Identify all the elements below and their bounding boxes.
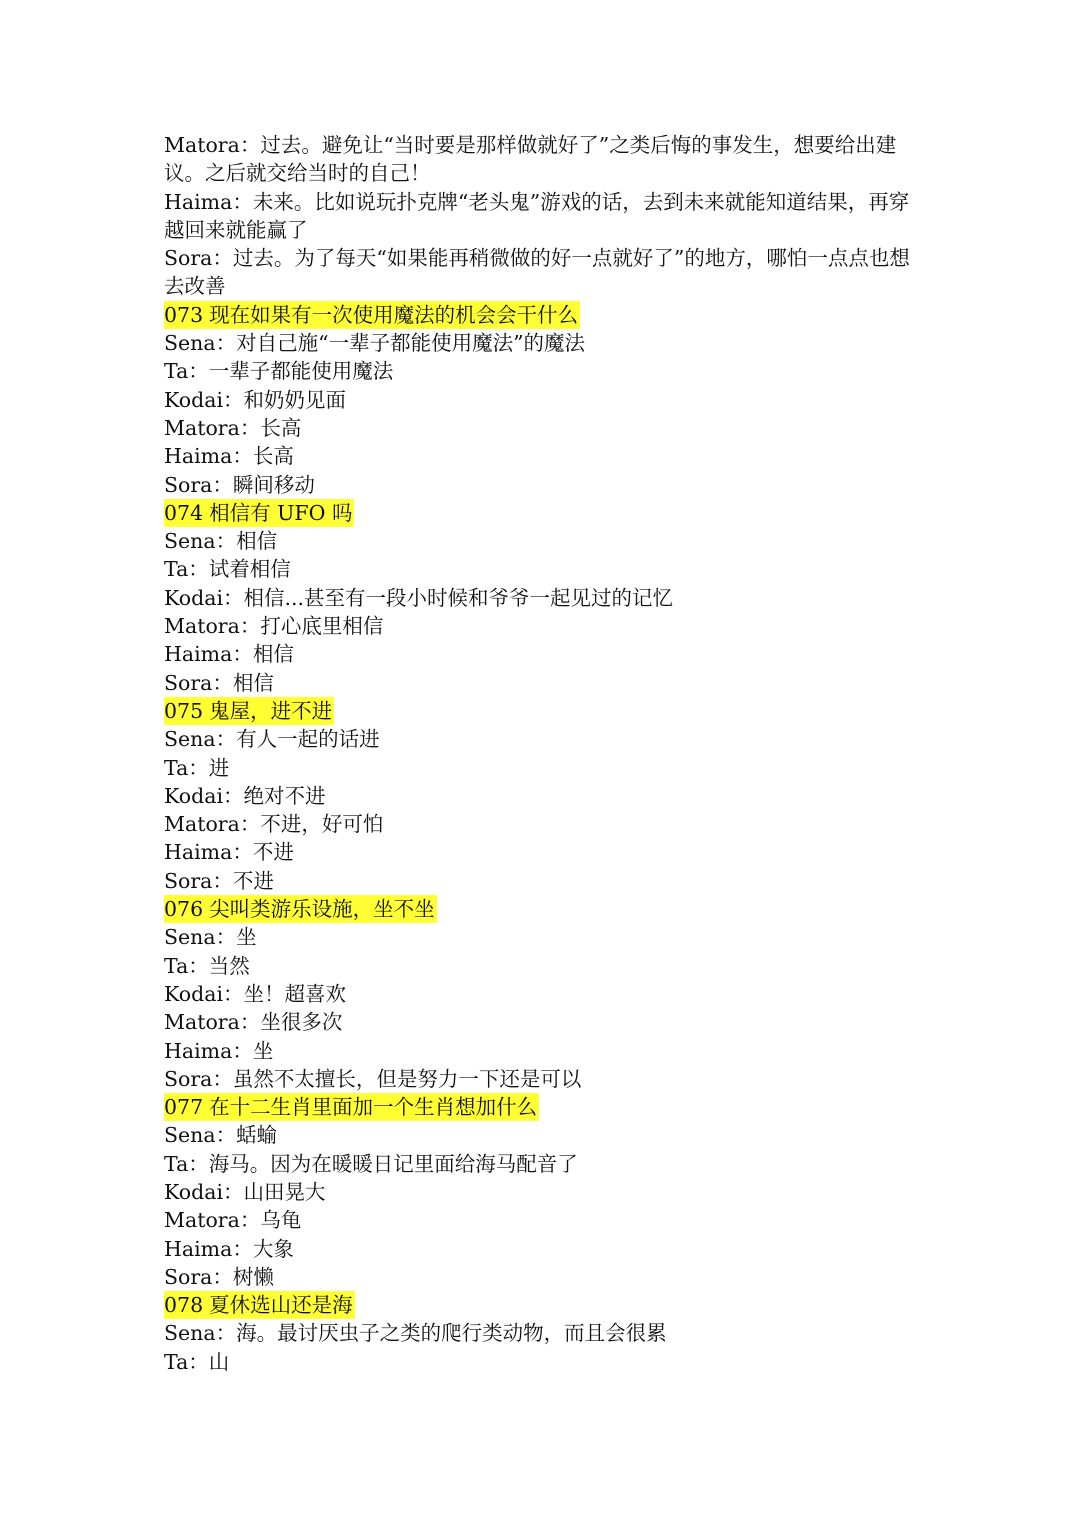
answer-line: Matora：长高 — [164, 415, 302, 440]
answer-line: Ta：进 — [164, 755, 230, 780]
question-number: 077 — [164, 1095, 204, 1120]
answer-line: Sena：海。最讨厌虫子之类的爬行类动物，而且会很累 — [164, 1321, 667, 1346]
question-number: 074 — [164, 500, 204, 525]
question-highlight — [164, 895, 437, 923]
answer-line: Ta：一辈子都能使用魔法 — [164, 359, 394, 384]
answer-line: Sora：树懒 — [164, 1264, 274, 1289]
question-text: 现在如果有一次使用魔法的机会会干什么 — [209, 302, 579, 327]
question-text: 在十二生肖里面加一个生肖想加什么 — [209, 1095, 538, 1120]
answer-line: Ta：试着相信 — [164, 557, 291, 582]
answer-line: Sena：对自己施“一辈子都能使用魔法”的魔法 — [164, 331, 586, 356]
answer-line: Matora：过去。避免让“当时要是那样做就好了”之类后悔的事发生，想要给出建议。之后就交给当时的自己！ — [164, 133, 897, 186]
answer-line: Haima：不进 — [164, 840, 294, 865]
answer-line: Haima：相信 — [164, 642, 294, 667]
question-number: 075 — [164, 698, 204, 723]
answer-line: Ta：海马。因为在暖暖日记里面给海马配音了 — [164, 1151, 578, 1176]
answer-line: Kodai：相信...甚至有一段小时候和爷爷一起见过的记忆 — [164, 585, 674, 610]
answer-line: Sora：相信 — [164, 670, 274, 695]
answer-line: Kodai：山田晃大 — [164, 1179, 326, 1204]
question-text: 尖叫类游乐设施，坐不坐 — [209, 897, 435, 922]
answer-line: Sora：不进 — [164, 868, 274, 893]
answer-line: Matora：乌龟 — [164, 1208, 302, 1233]
question-heading — [164, 1291, 924, 1319]
answer-line: Sora：瞬间移动 — [164, 472, 315, 497]
answer-line: Sena：蛞蝓 — [164, 1123, 278, 1148]
question-heading — [164, 895, 924, 923]
answer-line: Kodai：坐！超喜欢 — [164, 981, 347, 1006]
question-text: 相信有 UFO 吗 — [209, 500, 353, 525]
question-number: 078 — [164, 1293, 204, 1318]
answer-line: Ta：山 — [164, 1349, 230, 1374]
answer-line: Haima：长高 — [164, 444, 294, 469]
question-number: 076 — [164, 897, 204, 922]
question-highlight — [164, 697, 334, 725]
answer-line: Matora：打心底里相信 — [164, 614, 384, 639]
answer-line: Ta：当然 — [164, 953, 250, 978]
answer-line: Matora：坐很多次 — [164, 1010, 343, 1035]
answer-line: Haima：未来。比如说玩扑克牌“老头鬼”游戏的话，去到未来就能知道结果，再穿越回来就能赢了 — [164, 189, 910, 242]
question-highlight — [164, 301, 580, 329]
answer-line: Sora：虽然不太擅长，但是努力一下还是可以 — [164, 1066, 582, 1091]
question-heading — [164, 1093, 924, 1121]
question-number: 073 — [164, 302, 204, 327]
question-text: 鬼屋，进不进 — [209, 698, 333, 723]
question-highlight — [164, 499, 354, 527]
question-heading — [164, 697, 924, 725]
question-text: 夏休选山还是海 — [209, 1293, 353, 1318]
answer-line: Haima：大象 — [164, 1236, 294, 1261]
question-highlight — [164, 1093, 539, 1121]
document-page — [164, 131, 924, 1376]
answer-line: Haima：坐 — [164, 1038, 274, 1063]
answer-line: Kodai：和奶奶见面 — [164, 387, 347, 412]
question-heading — [164, 301, 924, 329]
answer-line: Sora：过去。为了每天“如果能再稍微做的好一点就好了”的地方，哪怕一点点也想去改善 — [164, 246, 910, 299]
answer-line: Matora：不进，好可怕 — [164, 812, 384, 837]
question-highlight — [164, 1291, 355, 1319]
answer-line: Sena：有人一起的话进 — [164, 727, 380, 752]
answer-line: Kodai：绝对不进 — [164, 783, 326, 808]
answer-line: Sena：坐 — [164, 925, 257, 950]
answer-line: Sena：相信 — [164, 529, 278, 554]
question-heading — [164, 499, 924, 527]
